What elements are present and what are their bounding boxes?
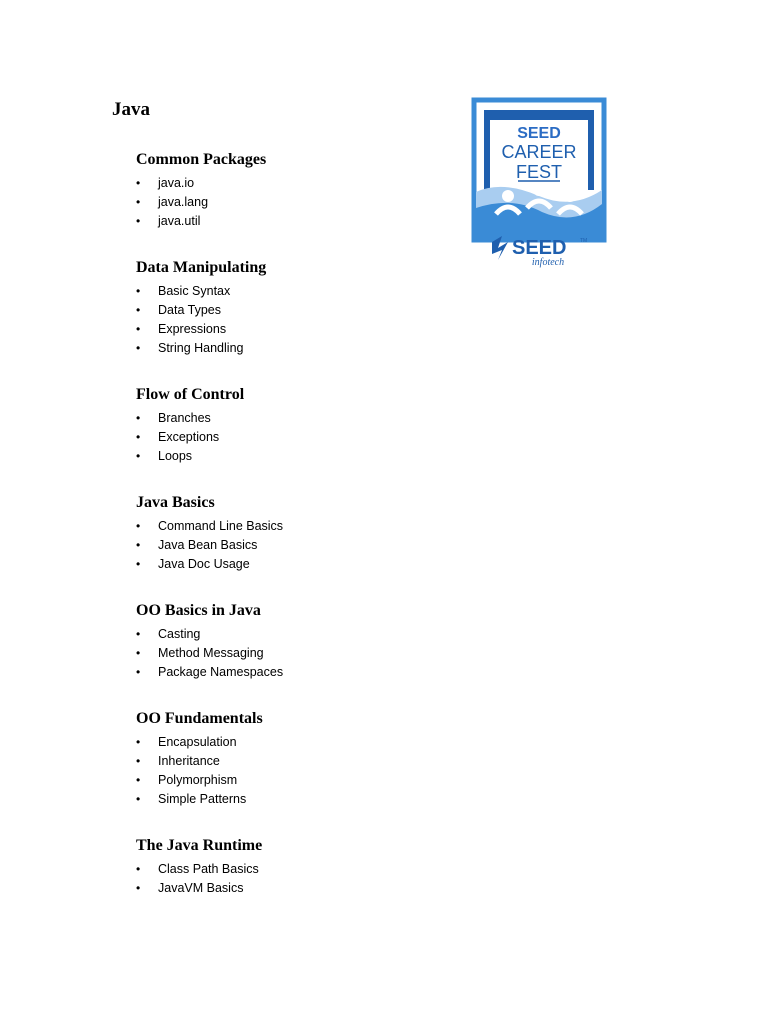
section-heading: The Java Runtime xyxy=(136,837,263,854)
list-item xyxy=(136,212,436,231)
list-item xyxy=(136,790,436,809)
list-item-label: Simple Patterns xyxy=(158,792,247,806)
list-item xyxy=(136,282,436,301)
list-item-label: java.lang xyxy=(158,195,209,209)
bullet-list xyxy=(136,517,436,574)
list-item-label: Casting xyxy=(158,627,201,641)
list-item xyxy=(136,860,436,879)
list-item-label: Command Line Basics xyxy=(158,519,284,533)
list-item xyxy=(136,879,436,898)
list-item xyxy=(136,536,436,555)
page-title: Java xyxy=(112,99,150,120)
logo-tagline: infotech xyxy=(531,257,565,268)
list-item xyxy=(136,428,436,447)
bullet-icon: • xyxy=(136,519,141,533)
list-item-label: Encapsulation xyxy=(158,735,237,749)
list-item-label: Inheritance xyxy=(158,754,220,768)
logo-brand: SEED xyxy=(512,237,567,259)
bullet-icon: • xyxy=(136,754,141,768)
list-item xyxy=(136,517,436,536)
bullet-icon: • xyxy=(136,284,141,298)
bullet-icon: • xyxy=(136,862,141,876)
list-item-label: Data Types xyxy=(158,303,222,317)
section-heading: OO Basics in Java xyxy=(136,602,261,619)
bullet-icon: • xyxy=(136,557,141,571)
logo-right-bar xyxy=(588,110,594,190)
logo-top-bar xyxy=(484,110,594,120)
bullet-icon: • xyxy=(136,411,141,425)
list-item-label: Package Namespaces xyxy=(158,665,284,679)
logo-graphic xyxy=(462,92,616,268)
bullet-list xyxy=(136,733,436,809)
section-the-java-runtime xyxy=(136,836,436,898)
bullet-icon: • xyxy=(136,195,141,209)
section-java-basics xyxy=(136,493,436,574)
section-heading: Flow of Control xyxy=(136,386,245,403)
bullet-list xyxy=(136,625,436,682)
list-item xyxy=(136,663,436,682)
bullet-icon: • xyxy=(136,627,141,641)
bullet-list xyxy=(136,174,436,231)
section-heading: Java Basics xyxy=(136,494,215,511)
logo-line-3: FEST xyxy=(515,162,563,182)
logo-left-bar xyxy=(484,110,490,190)
bullet-icon: • xyxy=(136,449,141,463)
list-item xyxy=(136,752,436,771)
list-item-label: JavaVM Basics xyxy=(158,881,244,895)
section-heading: Common Packages xyxy=(136,151,267,168)
list-item xyxy=(136,447,436,466)
bullet-icon: • xyxy=(136,303,141,317)
section-data-manipulating xyxy=(136,258,436,358)
bullet-icon: • xyxy=(136,665,141,679)
section-heading: Data Manipulating xyxy=(136,259,267,276)
list-item xyxy=(136,193,436,212)
list-item xyxy=(136,409,436,428)
list-item-label: java.io xyxy=(158,176,195,190)
list-item-label: Java Bean Basics xyxy=(158,538,258,552)
section-common-packages xyxy=(136,150,436,231)
list-item-label: String Handling xyxy=(158,341,244,355)
bullet-icon: • xyxy=(136,538,141,552)
bullet-list xyxy=(136,860,436,898)
bullet-icon: • xyxy=(136,430,141,444)
list-item xyxy=(136,771,436,790)
section-flow-of-control xyxy=(136,385,436,466)
bullet-list xyxy=(136,409,436,466)
list-item-label: java.util xyxy=(158,214,201,228)
figure-icon xyxy=(564,190,576,202)
list-item xyxy=(136,555,436,574)
list-item-label: Expressions xyxy=(158,322,227,336)
bullet-list xyxy=(136,282,436,358)
section-heading: OO Fundamentals xyxy=(136,710,263,727)
list-item-label: Exceptions xyxy=(158,430,220,444)
bullet-icon: • xyxy=(136,341,141,355)
logo-line-1: SEED xyxy=(517,125,561,142)
bullet-icon: • xyxy=(136,214,141,228)
bullet-icon: • xyxy=(136,792,141,806)
list-item-label: Java Doc Usage xyxy=(158,557,250,571)
list-item xyxy=(136,733,436,752)
list-item-label: Branches xyxy=(158,411,211,425)
bullet-icon: • xyxy=(136,773,141,787)
list-item-label: Polymorphism xyxy=(158,773,238,787)
seed-career-fest-logo xyxy=(462,92,616,268)
bullet-icon: • xyxy=(136,881,141,895)
list-item-label: Class Path Basics xyxy=(158,862,259,876)
list-item xyxy=(136,301,436,320)
logo-tm: TM xyxy=(580,238,588,244)
logo-line-2: CAREER xyxy=(501,142,577,162)
section-oo-basics-in-java xyxy=(136,601,436,682)
list-item-label: Loops xyxy=(158,449,193,463)
figure-icon xyxy=(533,184,545,196)
bullet-icon: • xyxy=(136,646,141,660)
list-item-label: Method Messaging xyxy=(158,646,264,660)
list-item xyxy=(136,320,436,339)
bullet-icon: • xyxy=(136,735,141,749)
list-item xyxy=(136,174,436,193)
section-oo-fundamentals xyxy=(136,709,436,809)
list-item-label: Basic Syntax xyxy=(158,284,231,298)
figure-icon xyxy=(502,190,514,202)
bullet-icon: • xyxy=(136,176,141,190)
bullet-icon: • xyxy=(136,322,141,336)
list-item xyxy=(136,644,436,663)
list-item xyxy=(136,625,436,644)
list-item xyxy=(136,339,436,358)
